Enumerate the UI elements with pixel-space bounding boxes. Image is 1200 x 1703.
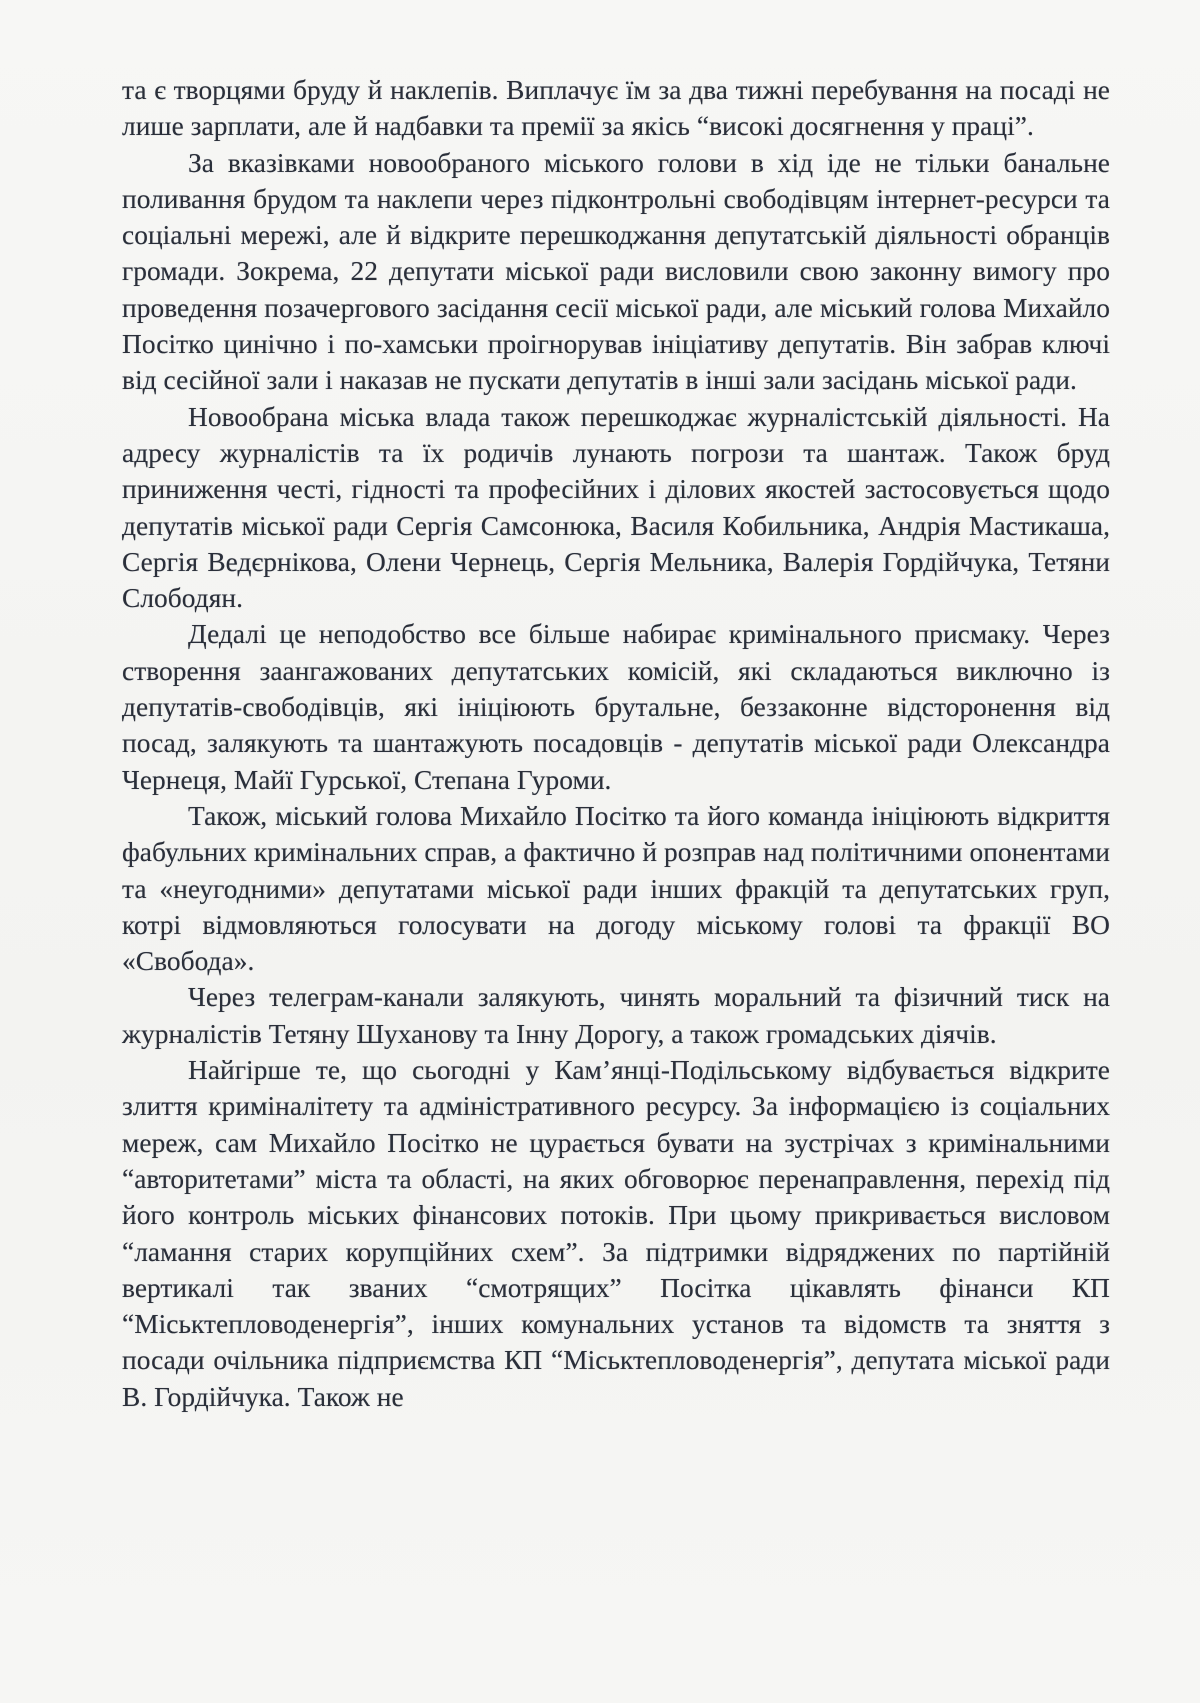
paragraph: Новообрана міська влада також перешкоджає журналістській діяльності. На адресу журналістів та їх родичів лунають погрози та шантаж. Також бруд приниження честі, гідності та професійних і ділових якостей застосовується щодо депутатів міської ради Сергія Самсонюка, Василя Кобильника, Андрія Мастикаша, Сергія Ведєрнікова, Олени Чернець, Сергія Мельника, Валерія Гордійчука, Тетяни Слободян.	[122, 401, 1110, 614]
paragraph: Через телеграм-канали залякують, чинять моральний та фізичний тиск на журналістів Тетяну Шуханову та Інну Дорогу, а також громадських діячів.	[122, 982, 1110, 1049]
document-body	[122, 72, 1110, 1415]
paragraph: Також, міський голова Михайло Посітко та його команда ініціюють відкриття фабульних кримінальних справ, а фактично й розправ над політичними опонентами та «неугодними» депутатами міської ради інших фракцій та депутатських груп, котрі відмовляються голосувати на догоду міському голові та фракції ВО «Свобода».	[122, 800, 1110, 977]
paragraph: Дедалі це неподобство все більше набирає кримінального присмаку. Через створення заангажованих депутатських комісій, які складаються виключно із депутатів-свободівців, які ініціюють брутальне, беззаконне відсторонення від посад, залякують та шантажують посадовців - депутатів міської ради Олександра Чернеця, Майї Гурської, Степана Гуроми.	[122, 619, 1110, 795]
paragraph: Найгірше те, що сьогодні у Кам’янці-Подільському відбувається відкрите злиття криміналітету та адміністративного ресурсу. За інформацією із соціальних мереж, сам Михайло Посітко не цурається бувати на зустрічах з кримінальними “авторитетами” міста та області, на яких обговорює перенаправлення, перехід під його контроль міських фінансових потоків. При цьому прикривається висловом “ламання старих корупційних схем”. За підтримки відряджених по партійній вертикалі так званих “смотрящих” Посітка цікавлять фінанси КП “Міськтепловоденергія”, інших комунальних установ та відомств та зняття з посади очільника підприємства КП “Міськтепловоденергія”, депутата міської ради В. Гордійчука. Також не	[122, 1055, 1110, 1412]
paragraph: За вказівками новообраного міського голови в хід іде не тільки банальне поливання брудом та наклепи через підконтрольні свободівцям інтернет-ресурси та соціальні мережі, але й відкрите перешкоджання депутатській діяльності обранців громади. Зокрема, 22 депутати міської ради висловили свою законну вимогу про проведення позачергового засідання сесії міської ради, але міський голова Михайло Посітко цинічно і по-хамськи проігнорував ініціативу депутатів. Він забрав ключі від сесійної зали і наказав не пускати депутатів в інші зали засідань міської ради.	[122, 147, 1110, 396]
paragraph: та є творцями бруду й наклепів. Виплачує їм за два тижні перебування на посаді не лише зарплати, але й надбавки та премії за якісь “високі досягнення у праці”.	[122, 75, 1110, 142]
